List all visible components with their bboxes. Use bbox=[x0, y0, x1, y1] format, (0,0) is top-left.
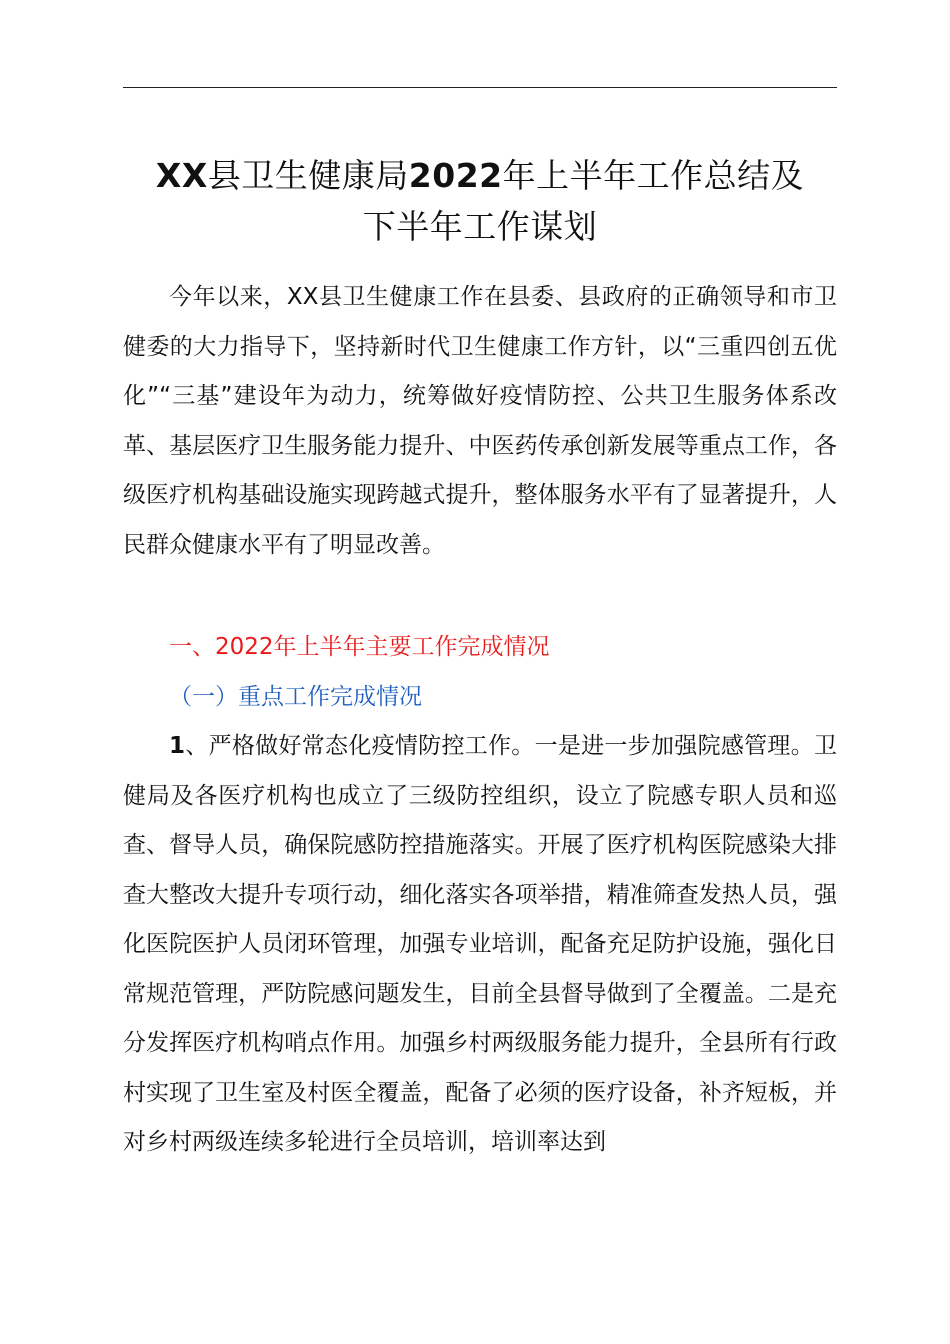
header-rule bbox=[123, 87, 837, 88]
item-number: 1 bbox=[169, 733, 186, 759]
document-title-line2: 下半年工作谋划 bbox=[362, 207, 598, 246]
document-title-line1: XX县卫生健康局2022年上半年工作总结及 bbox=[155, 156, 805, 195]
intro-paragraph: 今年以来，XX县卫生健康工作在县委、县政府的正确领导和市卫健委的大力指导下，坚持新时代卫生健康工作方针，以“三重四创五优化”“三基”建设年为动力，统筹做好疫情防控、公共卫生服务体系改革、基层医疗卫生服务能力提升、中医药传承创新发展等重点工作，各级医疗机构基础设施实现跨越式提升，整体服务水平有了显著提升，人民群众健康水平有了明显改善。 bbox=[123, 284, 837, 558]
section-heading: 一、2022年上半年主要工作完成情况 bbox=[169, 634, 550, 660]
item-text: 、严格做好常态化疫情防控工作。一是进一步加强院感管理。卫健局及各医疗机构也成立了三级防控组织，设立了院感专职人员和巡查、督导人员，确保院感防控措施落实。开展了医疗机构医院感染大排查大整改大提升专项行动，细化落实各项举措，精准筛查发热人员，强化医院医护人员闭环管理，加强专业培训，配备充足防护设施，强化日常规范管理，严防院感问题发生，目前全县督导做到了全覆盖。二是充分发挥医疗机构哨点作用。加强乡村两级服务能力提升，全县所有行政村实现了卫生室及村医全覆盖，配备了必须的医疗设备，补齐短板，并对乡村两级连续多轮进行全员培训，培训率达到 bbox=[123, 733, 837, 1155]
subsection-heading: （一）重点工作完成情况 bbox=[169, 684, 422, 710]
item-paragraph bbox=[123, 722, 837, 1168]
